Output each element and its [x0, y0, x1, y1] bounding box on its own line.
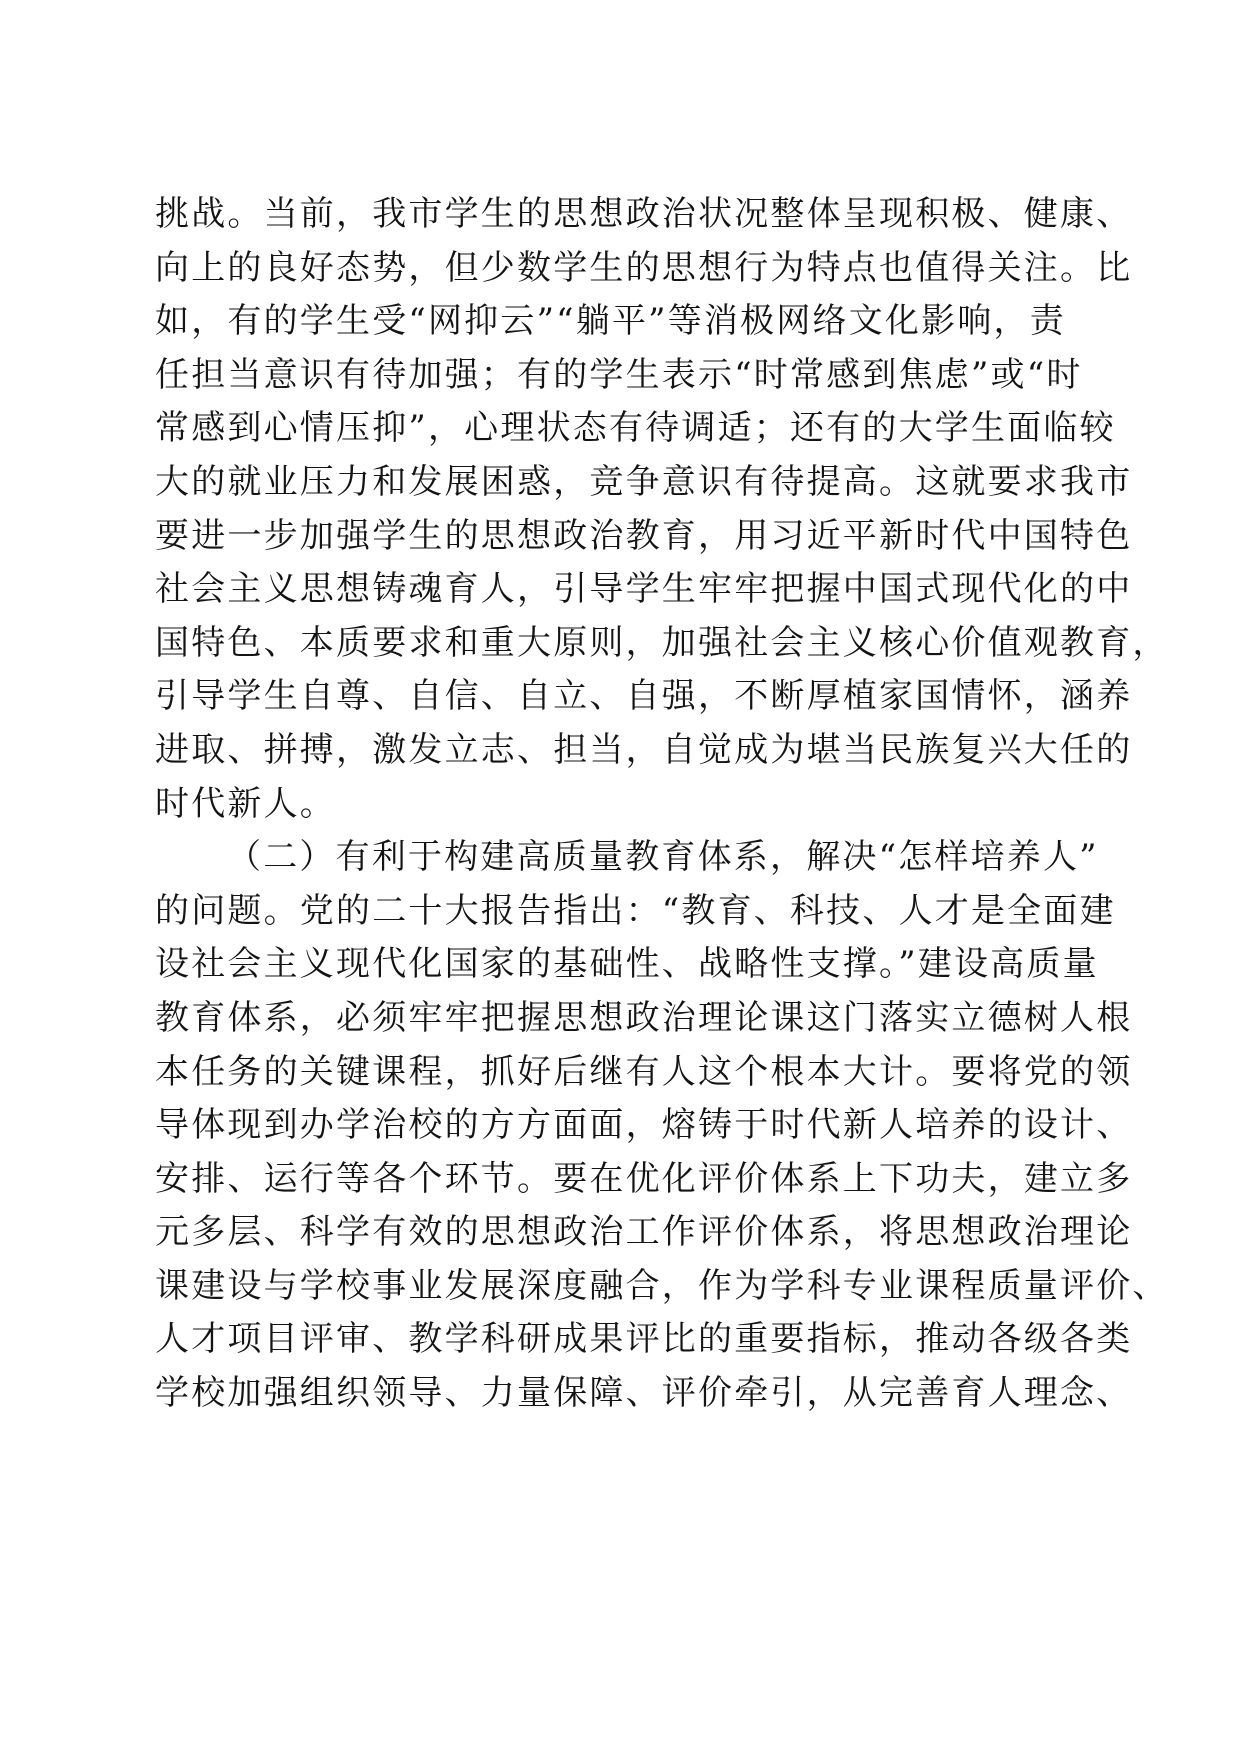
text-line: 向上的良好态势，但少数学生的思想行为特点也值得关注。比 [155, 247, 1133, 288]
text-line: 设社会主义现代化国家的基础性、战略性支撑。”建设高质量 [155, 944, 1099, 985]
text-line: 安排、运行等各个环节。要在优化评价体系上下功夫，建立多 [155, 1158, 1133, 1199]
text-line: 挑战。当前，我市学生的思想政治状况整体呈现积极、健康、 [155, 194, 1133, 234]
text-line: 任担当意识有待加强；有的学生表示“时常感到焦虑”或“时 [155, 354, 1083, 395]
text-line: 引导学生自尊、自信、自立、自强，不断厚植家国情怀，涵养 [155, 676, 1133, 717]
text-line: 如，有的学生受“网抑云”“躺平”等消极网络文化影响，责 [155, 301, 1066, 342]
text-line: 时代新人。 [155, 783, 336, 824]
text-line: 常感到心情压抑”，心理状态有待调适；还有的大学生面临较 [155, 408, 1116, 449]
text-line: 导体现到办学治校的方方面面，熔铸于时代新人培养的设计、 [155, 1105, 1133, 1146]
text-line: 的问题。党的二十大报告指出：“教育、科技、人才是全面建 [155, 890, 1116, 931]
text-line: 人才项目评审、教学科研成果评比的重要指标，推动各级各类 [155, 1319, 1133, 1360]
text-line: 社会主义思想铸魂育人，引导学生牢牢把握中国式现代化的中 [155, 569, 1133, 610]
text-line: 大的就业压力和发展困惑，竞争意识有待提高。这就要求我市 [155, 461, 1133, 502]
text-line: 本任务的关键课程，抓好后继有人这个根本大计。要将党的领 [155, 1051, 1133, 1092]
text-line: 要进一步加强学生的思想政治教育，用习近平新时代中国特色 [155, 515, 1133, 556]
section-heading-line: （二）有利于构建高质量教育体系，解决“怎样培养人” [227, 837, 1099, 878]
text-line: 元多层、科学有效的思想政治工作评价体系，将思想政治理论 [155, 1212, 1133, 1253]
document-body [155, 188, 1169, 1421]
text-line: 学校加强组织领导、力量保障、评价牵引，从完善育人理念、 [155, 1373, 1133, 1414]
text-line: 国特色、本质要求和重大原则，加强社会主义核心价值观教育， [155, 622, 1169, 663]
text-line: 课建设与学校事业发展深度融合，作为学科专业课程质量评价、 [155, 1265, 1169, 1306]
text-line: 进取、拼搏，激发立志、担当，自觉成为堪当民族复兴大任的 [155, 729, 1133, 770]
text-line: 教育体系，必须牢牢把握思想政治理论课这门落实立德树人根 [155, 997, 1133, 1038]
